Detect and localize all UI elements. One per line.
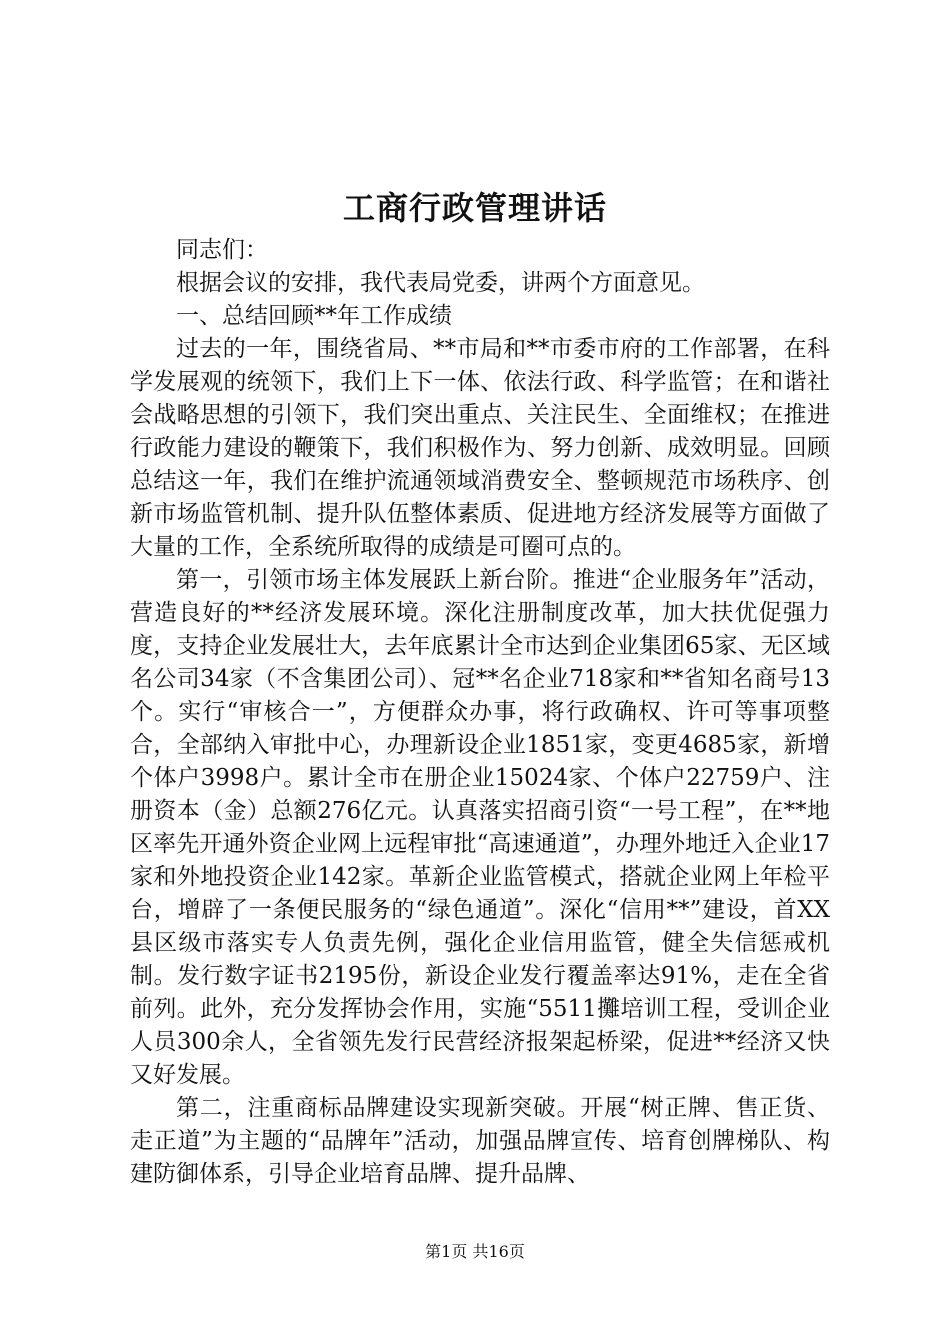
- document-body: [130, 234, 830, 1191]
- paragraph-first: 第一，引领市场主体发展跃上新台阶。推进“企业服务年”活动，营造良好的**经济发展环境。深化注册制度改革，加大扶优促强力度，支持企业发展壮大，去年底累计全市达到企业集团65家、无区域名公司34家（不含集团公司）、冠**名企业718家和**省知名商号13个。实行“审核合一”，方便群众办事，将行政确权、许可等事项整合，全部纳入审批中心，办理新设企业1851家，变更4685家，新增个体户3998户。累计全市在册企业15024家、个体户22759户、注册资本（金）总额276亿元。认真落实招商引资“一号工程”，在**地区率先开通外资企业网上远程审批“高速通道”，办理外地迁入企业17家和外地投资企业142家。革新企业监管模式，搭就企业网上年检平台，增辟了一条便民服务的“绿色通道”。深化“信用**”建设，首XX县区级市落实专人负责先例，强化企业信用监管，健全失信惩戒机制。发行数字证书2195份，新设企业发行覆盖率达91%，走在全省前列。此外，充分发挥协会作用，实施“5511攤培训工程，受训企业人员300余人，全省领先发行民营经济报架起桥梁，促进**经济又快又好发展。: [130, 567, 830, 1088]
- paragraph-intro: 根据会议的安排，我代表局党委，讲两个方面意见。: [176, 270, 705, 296]
- salutation: 同志们：: [176, 237, 268, 263]
- page-number: 第1页: [425, 1242, 468, 1261]
- page-footer: [0, 1240, 950, 1264]
- section-heading: 一、总结回顾**年工作成绩: [176, 303, 452, 329]
- paragraph-second: 第二，注重商标品牌建设实现新突破。开展“树正牌、售正货、走正道”为主题的“品牌年”活动，加强品牌宣传、培育创牌梯队、构建防御体系，引导企业培育品牌、提升品牌、: [130, 1095, 830, 1187]
- paragraph-review: 过去的一年，围绕省局、**市局和**市委市府的工作部署，在科学发展观的统领下，我们上下一体、依法行政、科学监管；在和谐社会战略思想的引领下，我们突出重点、关注民生、全面维权；在推进行政能力建设的鞭策下，我们积极作为、努力创新、成效明显。回顾总结这一年，我们在维护流通领域消费安全、整顿规范市场秩序、创新市场监管机制、提升队伍整体素质、促进地方经济发展等方面做了大量的工作，全系统所取得的成绩是可圈可点的。: [130, 336, 830, 560]
- document-title: 工商行政管理讲话: [342, 189, 607, 227]
- page-total: 共16页: [472, 1242, 525, 1261]
